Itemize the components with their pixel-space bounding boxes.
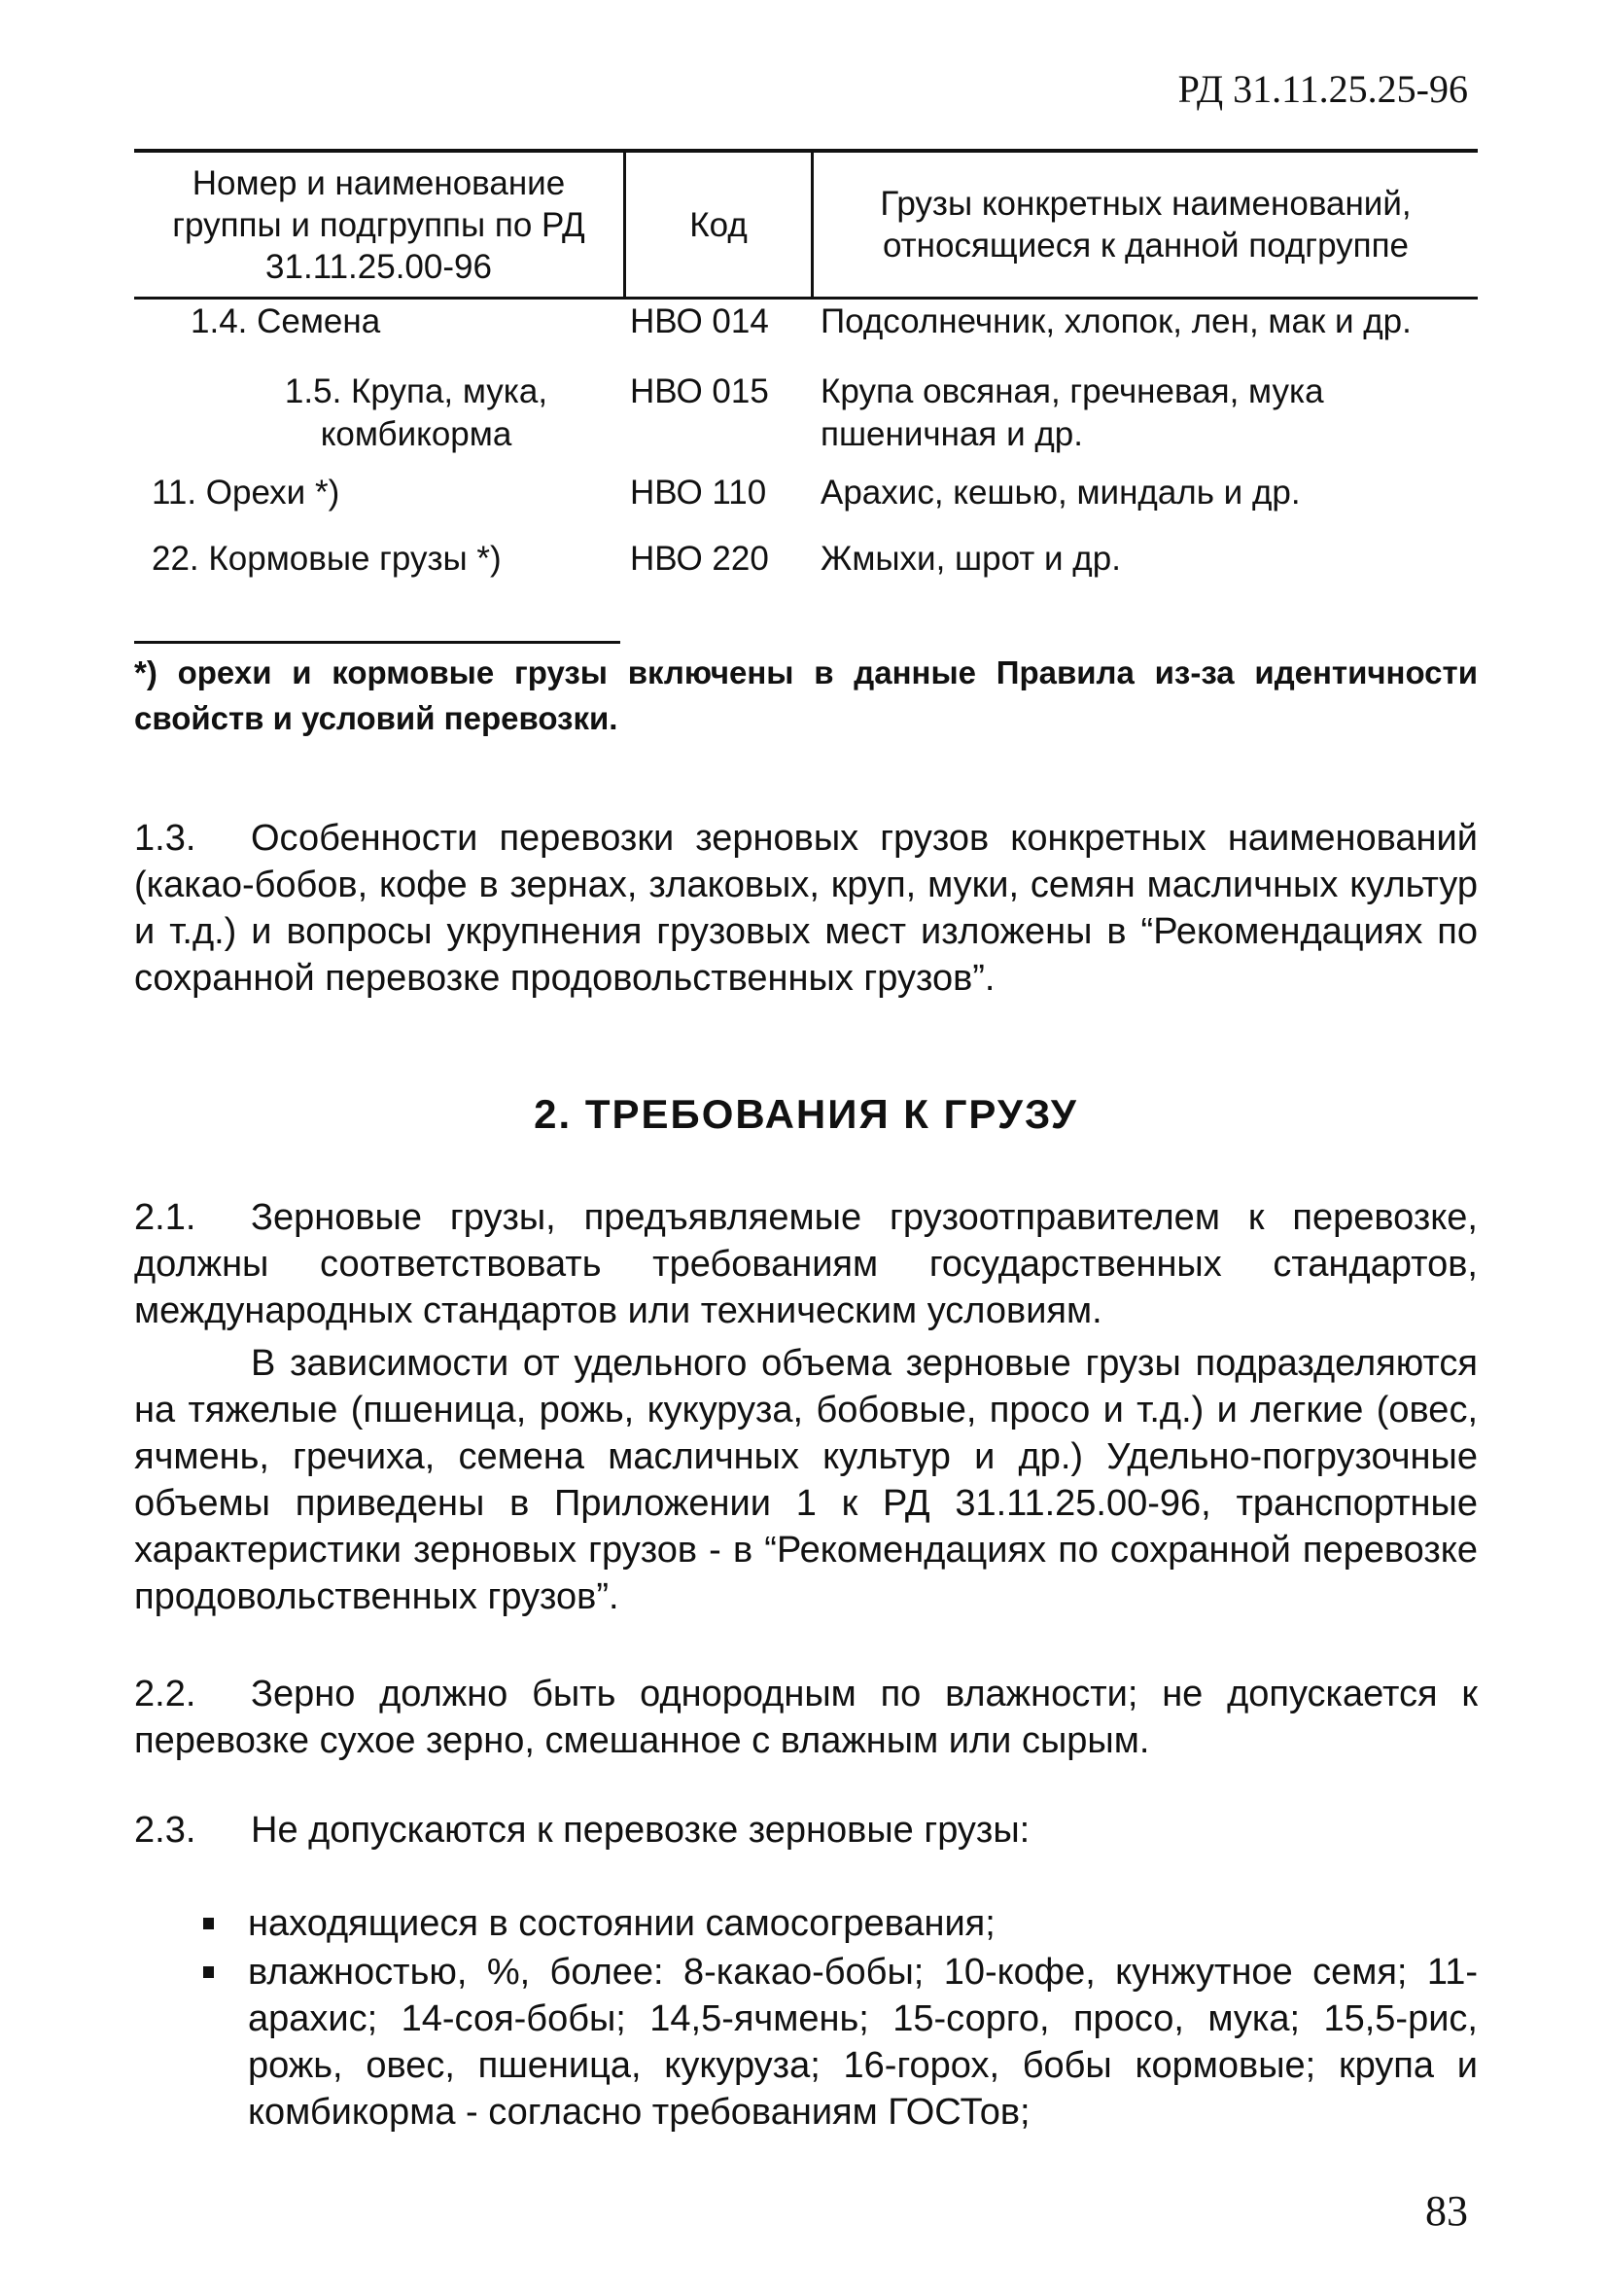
paragraph-number: 2.2. — [134, 1674, 196, 1714]
footnote: *) орехи и кормовые грузы включены в данные Правила из-за идентичности свойств и условий перевозки. — [134, 654, 1478, 736]
document-code: РД 31.11.25.25-96 — [1177, 67, 1468, 111]
table-top-rule — [134, 149, 1478, 153]
paragraph-1-3 — [134, 815, 1478, 1002]
paragraph-number: 2.1. — [134, 1197, 196, 1238]
cell-cargo: Жмыхи, шрот и др. — [821, 540, 1121, 578]
bullet-icon — [203, 1918, 214, 1929]
paragraph-text: Зерновые грузы, предъявляемые грузоотправителем к перевозке, должны соответствовать требованиям государственных стандартов, международных стандартов или техническим условиям. — [134, 1197, 1478, 1331]
cell-code: НВО 014 — [630, 302, 769, 340]
column-header-code: Код — [689, 205, 748, 244]
paragraph-2-2 — [134, 1671, 1478, 1764]
list-item-text: влажностью, %, более: 8-какао-бобы; 10-кофе, кунжутное семя; 11-арахис; 14-соя-бобы; 14,5-ячмень; 15-сорго, просо, мука; 15,5-рис, рожь, овес, пшеница, кукуруза; 16-горох, бобы кормовые; крупа и комбикорма - согласно требованиям ГОСТов; — [248, 1952, 1478, 2133]
list-item — [248, 1900, 1478, 1947]
paragraph-2-3 — [134, 1807, 1478, 1854]
cell-group: 1.4. Семена — [191, 302, 381, 340]
paragraph-text: Не допускаются к перевозке зерновые грузы: — [251, 1810, 1031, 1851]
cell-group: 11. Орехи *) — [152, 474, 340, 512]
list-item — [248, 1949, 1478, 2136]
paragraph-number: 2.3. — [134, 1810, 196, 1851]
paragraph-2-1 — [134, 1194, 1478, 1334]
list-item-text: находящиеся в состоянии самосогревания; — [248, 1903, 996, 1944]
column-header-cargo: Грузы конкретных наименований, относящиеся к данной подгруппе — [880, 185, 1412, 265]
paragraph-text: Особенности перевозки зерновых грузов конкретных наименований (какао-бобов, кофе в зернах, злаковых, круп, муки, семян масличных культур и т.д.) и вопросы укрупнения грузовых мест изложены в “Рекомендациях по сохранной перевозке продовольственных грузов”. — [134, 818, 1478, 999]
cell-cargo: Крупа овсяная, гречневая, мука пшеничная и др. — [821, 372, 1324, 453]
footnote-rule — [134, 641, 620, 644]
cell-group: 1.5. Крупа, мука, комбикорма — [284, 372, 548, 453]
paragraph-2-1-continued: В зависимости от удельного объема зерновые грузы подразделяются на тяжелые (пшеница, рожь, кукуруза, бобовые, просо и т.д.) и легкие (овес, ячмень, гречиха, семена масличных культур и др.) Удельно-погрузочные объемы приведены в Приложении 1 к РД 31.11.25.00-96, транспортные характеристики зерновых грузов - в “Рекомендациях по сохранной перевозке продовольственных грузов”. — [134, 1343, 1478, 1617]
cell-cargo: Подсолнечник, хлопок, лен, мак и др. — [821, 302, 1412, 340]
paragraph-number: 1.3. — [134, 818, 196, 859]
bullet-icon — [203, 1966, 214, 1978]
section-title: 2. ТРЕБОВАНИЯ К ГРУЗУ — [534, 1091, 1078, 1137]
page-number: 83 — [1425, 2187, 1468, 2235]
column-header-group: Номер и наименование группы и подгруппы по РД 31.11.25.00-96 — [172, 163, 585, 286]
cell-cargo: Арахис, кешью, миндаль и др. — [821, 474, 1301, 512]
cell-code: НВО 110 — [630, 474, 767, 512]
table-header-rule — [134, 297, 1478, 300]
paragraph-text: Зерно должно быть однородным по влажности; не допускается к перевозке сухое зерно, смешанное с влажным или сырым. — [134, 1674, 1478, 1761]
cell-group: 22. Кормовые грузы *) — [152, 540, 502, 578]
cell-code: НВО 015 — [630, 372, 769, 410]
cell-code: НВО 220 — [630, 540, 769, 578]
